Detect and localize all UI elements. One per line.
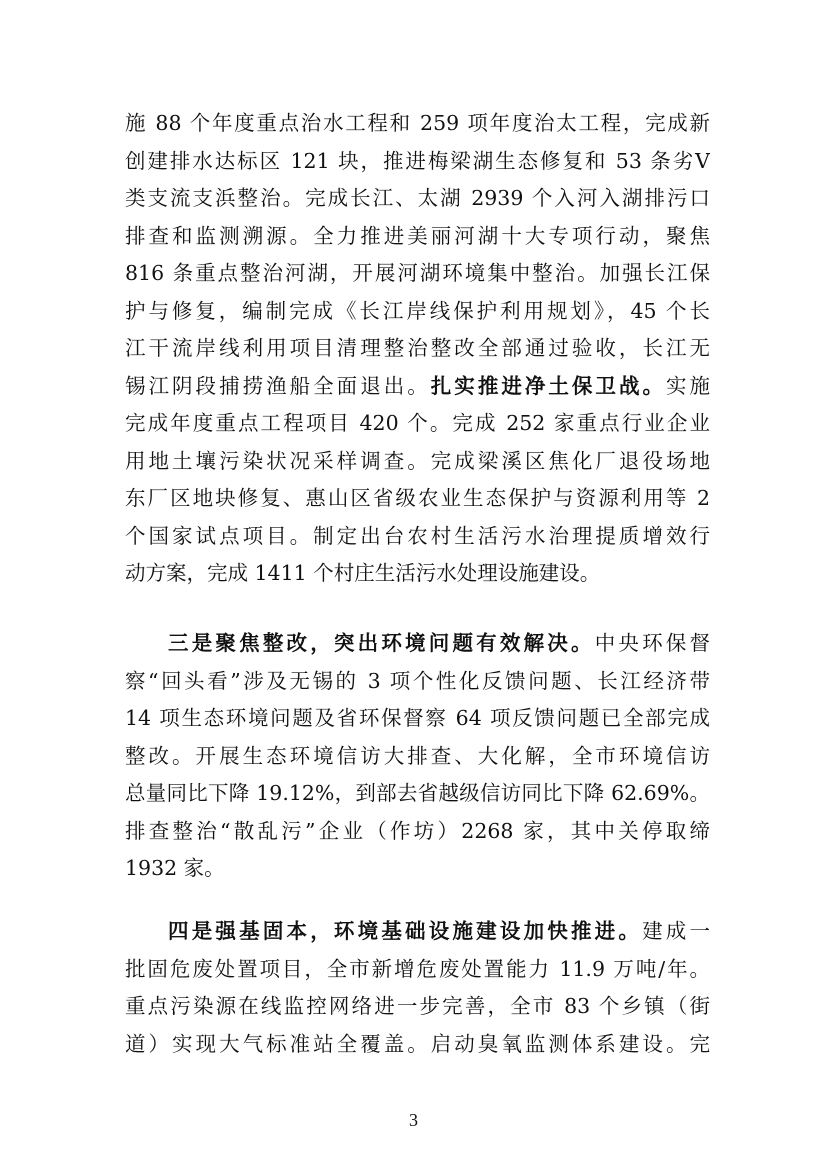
text-line: 用地土壤污染状况采样调查。完成梁溪区焦化厂退役场地 xyxy=(125,448,710,473)
text-line-mixed xyxy=(125,625,710,663)
text-line: 个国家试点项目。制定出台农村生活污水治理提质增效行 xyxy=(125,523,710,548)
text-line: 总量同比下降 19.12%，到部去省越级信访同比下降 62.69%。 xyxy=(125,781,710,805)
text-line: 护与修复，编制完成《长江岸线保护利用规划》，45 个长 xyxy=(125,298,710,323)
text-line: 江干流岸线利用项目清理整治整改全部通过验收，长江无 xyxy=(125,336,710,360)
text-line: 创建排水达标区 121 块，推进梅梁湖生态修复和 53 条劣Ⅴ xyxy=(125,148,710,173)
text-line: 整改。开展生态环境信访大排查、大化解，全市环境信访 xyxy=(125,743,710,768)
text-segment: 中央环保督 xyxy=(594,631,710,655)
text-segment: 锡江阴段捕捞渔船全面退出。 xyxy=(125,373,431,398)
page-number: 3 xyxy=(409,1110,418,1130)
text-line: 类支流支浜整治。完成长江、太湖 2939 个入河入湖排污口 xyxy=(125,186,710,210)
text-segment: 建成一 xyxy=(642,919,710,943)
bold-heading: 三是聚焦整改，突出环境问题有效解决。 xyxy=(168,631,595,655)
text-line: 动方案，完成 1411 个村庄生活污水处理设施建设。 xyxy=(125,561,601,585)
text-line: 察“回头看”涉及无锡的 3 项个性化反馈问题、长江经济带 xyxy=(125,668,710,693)
text-segment: 实施 xyxy=(666,373,710,398)
text-line: 816 条重点整治河湖，开展河湖环境集中整治。加强长江保 xyxy=(125,261,710,285)
bold-heading: 四是强基固本，环境基础设施建设加快推进。 xyxy=(168,919,643,943)
text-line: 排查和监测溯源。全力推进美丽河湖十大专项行动，聚焦 xyxy=(125,223,710,248)
text-line: 批固危废处置项目，全市新增危废处置能力 11.9 万吨/年。 xyxy=(125,956,710,981)
text-line: 完成年度重点工程项目 420 个。完成 252 家重点行业企业 xyxy=(125,411,710,435)
text-line: 1932 家。 xyxy=(125,856,225,880)
text-line: 东厂区地块修复、惠山区省级农业生态保护与资源利用等 2 xyxy=(125,486,710,510)
text-line: 重点污染源在线监控网络进一步完善，全市 83 个乡镇（街 xyxy=(125,994,710,1018)
text-line: 排查整治“散乱污”企业（作坊）2268 家，其中关停取缔 xyxy=(125,818,710,843)
bold-heading: 扎实推进净土保卫战。 xyxy=(430,373,666,398)
text-line-mixed xyxy=(125,368,710,406)
paragraph-water-soil xyxy=(125,105,710,593)
text-line-mixed xyxy=(125,913,710,951)
text-line: 14 项生态环境问题及省环保督察 64 项反馈问题已全部完成 xyxy=(125,706,710,730)
text-line: 道）实现大气标准站全覆盖。启动臭氧监测体系建设。完 xyxy=(125,1031,710,1056)
text-line: 施 88 个年度重点治水工程和 259 项年度治太工程，完成新 xyxy=(125,111,710,135)
paragraph-rectification xyxy=(125,625,710,888)
paragraph-infrastructure xyxy=(125,913,710,1063)
